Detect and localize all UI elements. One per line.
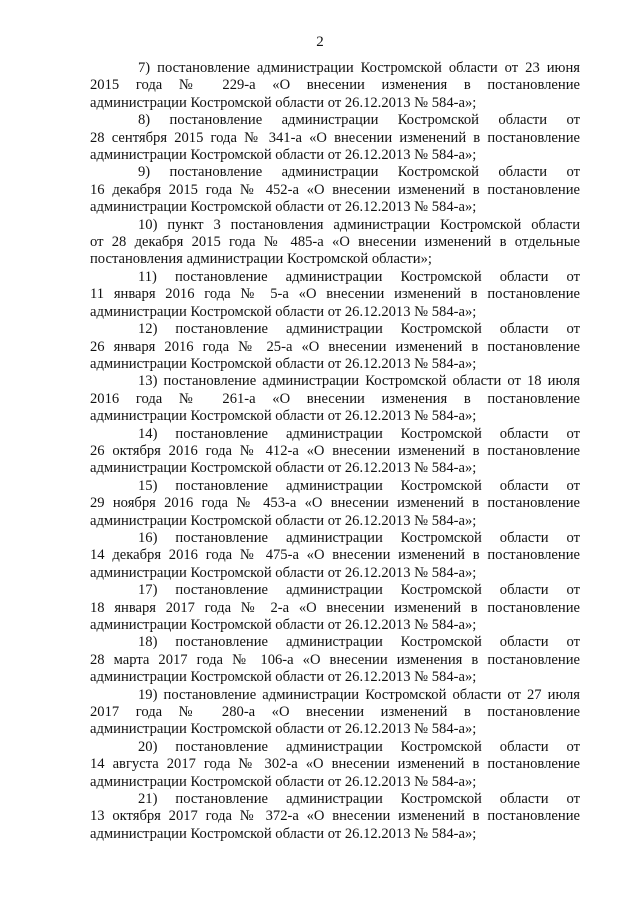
text-line: 2017 года № 280-а «О внесении изменений в постановление	[90, 704, 580, 721]
list-item	[90, 426, 580, 478]
text-line: 16) постановление администрации Костромской области от	[138, 529, 580, 546]
text-line: 16 декабря 2015 года № 452-а «О внесении изменений в постановление	[90, 181, 580, 198]
text-line: 2015 года № 229-а «О внесении изменения в постановление	[90, 77, 580, 94]
list-item	[90, 634, 580, 686]
text-line: 11) постановление администрации Костромской области от	[138, 268, 580, 285]
list-item	[90, 739, 580, 791]
list-item	[90, 530, 580, 582]
text-line: 15) постановление администрации Костромской области от	[138, 477, 580, 494]
text-line: 19) постановление администрации Костромской области от 27 июля	[138, 686, 580, 703]
text-line: администрации Костромской области от 26.12.2013 № 584-а»;	[90, 669, 477, 686]
list-item	[90, 687, 580, 739]
text-line: 2016 года № 261-а «О внесении изменения в постановление	[90, 390, 580, 407]
list-item	[90, 217, 580, 269]
text-line: 20) постановление администрации Костромской области от	[138, 738, 580, 755]
text-line: 13 октября 2017 года № 372-а «О внесении изменений в постановление	[90, 808, 580, 825]
text-line: администрации Костромской области от 26.12.2013 № 584-а»;	[90, 825, 477, 842]
text-line: администрации Костромской области от 26.12.2013 № 584-а»;	[90, 408, 477, 425]
list-item	[90, 478, 580, 530]
text-line: администрации Костромской области от 26.12.2013 № 584-а»;	[90, 147, 477, 164]
text-line: 13) постановление администрации Костромской области от 18 июля	[138, 373, 580, 390]
text-line: 8) постановление администрации Костромской области от	[138, 112, 580, 129]
list-item	[90, 321, 580, 373]
text-line: администрации Костромской области от 26.12.2013 № 584-а»;	[90, 303, 477, 320]
text-line: 26 октября 2016 года № 412-а «О внесении изменений в постановление	[90, 442, 580, 459]
text-line: 28 сентября 2015 года № 341-а «О внесении изменений в постановление	[90, 129, 580, 146]
list-item	[90, 373, 580, 425]
text-line: администрации Костромской области от 26.12.2013 № 584-а»;	[90, 460, 477, 477]
list-item	[90, 164, 580, 216]
text-line: 29 ноября 2016 года № 453-а «О внесении изменений в постановление	[90, 495, 580, 512]
text-line: администрации Костромской области от 26.12.2013 № 584-а»;	[90, 94, 477, 111]
text-line: 11 января 2016 года № 5-а «О внесении изменений в постановление	[90, 286, 580, 303]
text-line: 26 января 2016 года № 25-а «О внесении изменений в постановление	[90, 338, 580, 355]
text-line: 7) постановление администрации Костромской области от 23 июня	[138, 60, 580, 76]
text-line: постановления администрации Костромской области»;	[90, 251, 432, 268]
text-line: 21) постановление администрации Костромской области от	[138, 791, 580, 808]
text-line: администрации Костромской области от 26.12.2013 № 584-а»;	[90, 564, 477, 581]
list-item	[90, 112, 580, 164]
list-item	[90, 269, 580, 321]
text-line: 9) постановление администрации Костромской области от	[138, 164, 580, 181]
page-number: 2	[316, 34, 324, 50]
text-line: администрации Костромской области от 26.12.2013 № 584-а»;	[90, 721, 477, 738]
list-item	[90, 582, 580, 634]
text-line: администрации Костромской области от 26.12.2013 № 584-а»;	[90, 773, 477, 790]
list-item	[90, 60, 580, 112]
list-item	[90, 791, 580, 843]
text-line: от 28 декабря 2015 года № 485-а «О внесении изменений в отдельные	[90, 234, 580, 251]
text-line: 14) постановление администрации Костромской области от	[138, 425, 580, 442]
text-line: 18 января 2017 года № 2-а «О внесении изменений в постановление	[90, 599, 580, 616]
text-line: 12) постановление администрации Костромской области от	[138, 321, 580, 338]
text-line: 14 августа 2017 года № 302-а «О внесении изменений в постановление	[90, 756, 580, 773]
text-line: администрации Костромской области от 26.12.2013 № 584-а»;	[90, 199, 477, 216]
text-line: 10) пункт 3 постановления администрации Костромской области	[138, 216, 580, 233]
text-line: 28 марта 2017 года № 106-а «О внесении изменения в постановление	[90, 651, 580, 668]
text-line: администрации Костромской области от 26.12.2013 № 584-а»;	[90, 355, 477, 372]
text-line: 14 декабря 2016 года № 475-а «О внесении изменений в постановление	[90, 547, 580, 564]
text-line: 18) постановление администрации Костромской области от	[138, 634, 580, 651]
text-line: администрации Костромской области от 26.12.2013 № 584-а»;	[90, 617, 477, 633]
text-line: 17) постановление администрации Костромской области от	[138, 582, 580, 599]
text-line: администрации Костромской области от 26.12.2013 № 584-а»;	[90, 512, 477, 529]
item-list	[90, 60, 580, 843]
